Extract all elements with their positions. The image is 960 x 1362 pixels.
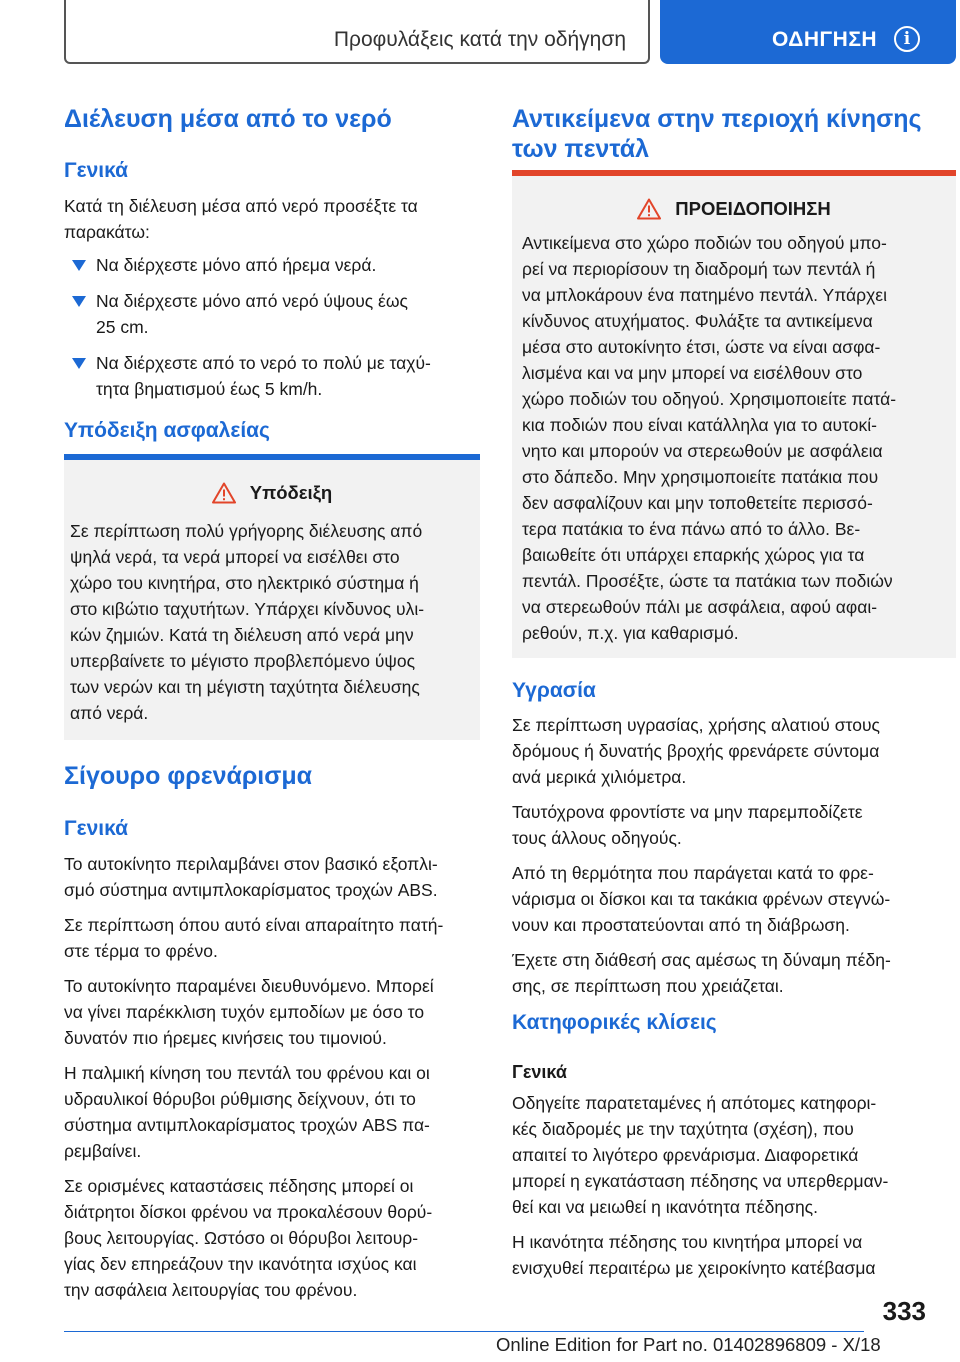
warning-box <box>512 170 956 658</box>
section-title-safety: Υπόδειξη ασφαλείας <box>64 419 270 442</box>
bullet-triangle-icon <box>72 358 86 369</box>
warning-triangle-icon <box>212 482 236 504</box>
notice-box <box>64 454 480 740</box>
list-item: Να διέρχεστε από το νερό το πολύ με ταχύ- τητα βηματισμού έως 5 km/h. <box>64 350 480 402</box>
tab-driving[interactable] <box>660 0 956 64</box>
water-intro: Κατά τη διέλευση μέσα από νερό προσέξτε τα παρακάτω: <box>64 196 418 242</box>
section-title-moisture: Υγρασία <box>512 679 596 702</box>
footer-divider <box>64 1331 864 1332</box>
paragraph: Το αυτοκίνητο παραμένει διευθυνόμενο. Μπορεί να γίνει παρέκκλιση τυχόν εμποδίων με όσο το δυνατόν πιο ήρεμες κινήσεις του τιμονιού. <box>64 976 434 1048</box>
subsection-general: Γενικά <box>64 817 129 840</box>
notice-title: Υπόδειξη <box>249 482 333 503</box>
braking-paragraphs <box>64 851 480 1303</box>
breadcrumb: Προφυλάξεις κατά την οδήγηση <box>333 28 626 51</box>
section-title-water: Διέλευση μέσα από το νερό <box>64 105 392 133</box>
paragraph: Ταυτόχρονα φροντίστε να μην παρεμποδίζετε τους άλλους οδηγούς. <box>512 802 863 848</box>
section-title-slopes: Κατηφορικές κλίσεις <box>512 1011 717 1034</box>
section-title-pedal-objects: Αντικείμενα στην περιοχή κίνησης των πεντάλ <box>512 105 922 163</box>
list-item: Να διέρχεστε μόνο από ήρεμα νερά. <box>64 252 480 278</box>
list-item: Να διέρχεστε μόνο από νερό ύψους έως 25 cm. <box>64 288 480 340</box>
page-number: 333 <box>882 1296 926 1326</box>
paragraph: Η ικανότητα πέδησης του κινητήρα μπορεί να ενισχυθεί περαιτέρω με χειροκίνητο κατέβασμα <box>512 1232 876 1278</box>
paragraph: Σε περίπτωση όπου αυτό είναι απαραίτητο πατή- στε τέρμα το φρένο. <box>64 915 444 961</box>
subsection-general: Γενικά <box>512 1062 567 1082</box>
tab-label: ΟΔΗΓΗΣΗ <box>772 28 878 51</box>
moisture-paragraphs <box>512 712 956 999</box>
warning-triangle-icon <box>637 198 661 220</box>
warning-header <box>512 198 956 220</box>
header-box <box>64 0 650 64</box>
slopes-paragraphs <box>512 1090 956 1281</box>
paragraph: Σε ορισμένες καταστάσεις πέδησης μπορεί οι διάτρητοι δίσκοι φρένου να προκαλέσουν θορύ- βους λειτουργίας. Ωστόσο οι θόρυβοι λειτουρ- γίας δεν επηρεάζουν την ικανότητα ισχύος και την ασφάλεια λειτουργίας του φρένου. <box>64 1176 433 1300</box>
paragraph: Η παλμική κίνηση του πεντάλ του φρένου και οι υδραυλικοί θόρυβοι ρύθμισης δείχνουν, ότι το σύστημα αντιμπλοκαρίσματος τροχών ABS πα- ρεμβαίνει. <box>64 1063 430 1161</box>
bullet-triangle-icon <box>72 260 86 271</box>
paragraph: Από τη θερμότητα που παράγεται κατά το φρε- νάρισμα οι δίσκοι και τα τακάκια φρένων στεγνώ- νουν και προστατεύονται από τη διάβρωση. <box>512 863 891 935</box>
warning-text: Αντικείμενα στο χώρο ποδιών του οδηγού μπο- ρεί να περιορίσουν τη διαδρομή των πεντάλ ή να μπλοκάρουν ένα πατημένο πεντάλ. Υπάρχει κίνδυνος ατυχήματος. Φυλάξτε τα αντικείμενα μέσα στο αυτοκίνητο έτσι, ώστε να είναι ασφα- λισμένα και να μην μπορεί να εισέλθουν στο χώρο ποδιών του οδηγού. Χρησιμοποιείτε πατά- κια ποδιών που είναι κατάλληλα για το αυτοκί- νητο και μπορούν να στερεωθούν με ασφάλεια στο δάπεδο. Μην χρησιμοποιείτε πατάκια που δεν ασφαλίζουν και μην τοποθετείτε περισσό- τερα πατάκια το ένα πάνω από το άλλο. Βε- βαιωθείτε ότι υπάρχει επαρκής χώρος για τα πεντάλ. Προσέξτε, ώστε τα πατάκια των ποδιών να στερεωθούν πάλι με ασφάλεια, αφού αφαι- ρεθούν, π.χ. για καθαρισμό. <box>522 233 897 643</box>
bullet-triangle-icon <box>72 296 86 307</box>
water-list <box>64 252 480 402</box>
subsection-general: Γενικά <box>64 159 129 182</box>
paragraph: Το αυτοκίνητο περιλαμβάνει στον βασικό εξοπλι- σμό σύστημα αντιμπλοκαρίσματος τροχών ABS. <box>64 854 438 900</box>
paragraph: Οδηγείτε παρατεταμένες ή απότομες κατηφορι- κές διαδρομές με την ταχύτητα (σχέση), που απαιτεί το λιγότερο φρενάρισμα. Διαφορετικά μπορεί η εγκατάσταση πέδησης να υπερθερμαν- θεί και να μειωθεί η ικανότητα πέδησης. <box>512 1093 889 1217</box>
paragraph: Σε περίπτωση υγρασίας, χρήσης αλατιού στους δρόμους ή δυνατής βροχής φρενάρετε σύντομα ανά μερικά χιλιόμετρα. <box>512 715 880 787</box>
notice-text: Σε περίπτωση πολύ γρήγορης διέλευσης από ψηλά νερά, τα νερά μπορεί να εισέλθει στο χώρο του κινητήρα, στο ηλεκτρικό σύστημα ή στο κιβώτιο ταχυτήτων. Υπάρχει κίνδυνος υλι- κών ζημιών. Κατά τη διέλευση από νερά μην υπερβαίνετε το μέγιστο προβλεπόμενο ύψος των νερών και τη μέγιστη ταχύτητα διέλευσης από νερά. <box>70 521 425 723</box>
notice-header <box>64 482 480 504</box>
paragraph: Έχετε στη διάθεσή σας αμέσως τη δύναμη πέδη- σης, σε περίπτωση που χρειάζεται. <box>512 950 891 996</box>
info-icon[interactable]: i <box>894 26 920 52</box>
section-title-braking: Σίγουρο φρενάρισμα <box>64 762 313 790</box>
footer-edition: Online Edition for Part no. 01402896809 - X/18 <box>496 1334 881 1355</box>
warning-title: ΠΡΟΕΙΔΟΠΟΙΗΣΗ <box>675 198 831 219</box>
